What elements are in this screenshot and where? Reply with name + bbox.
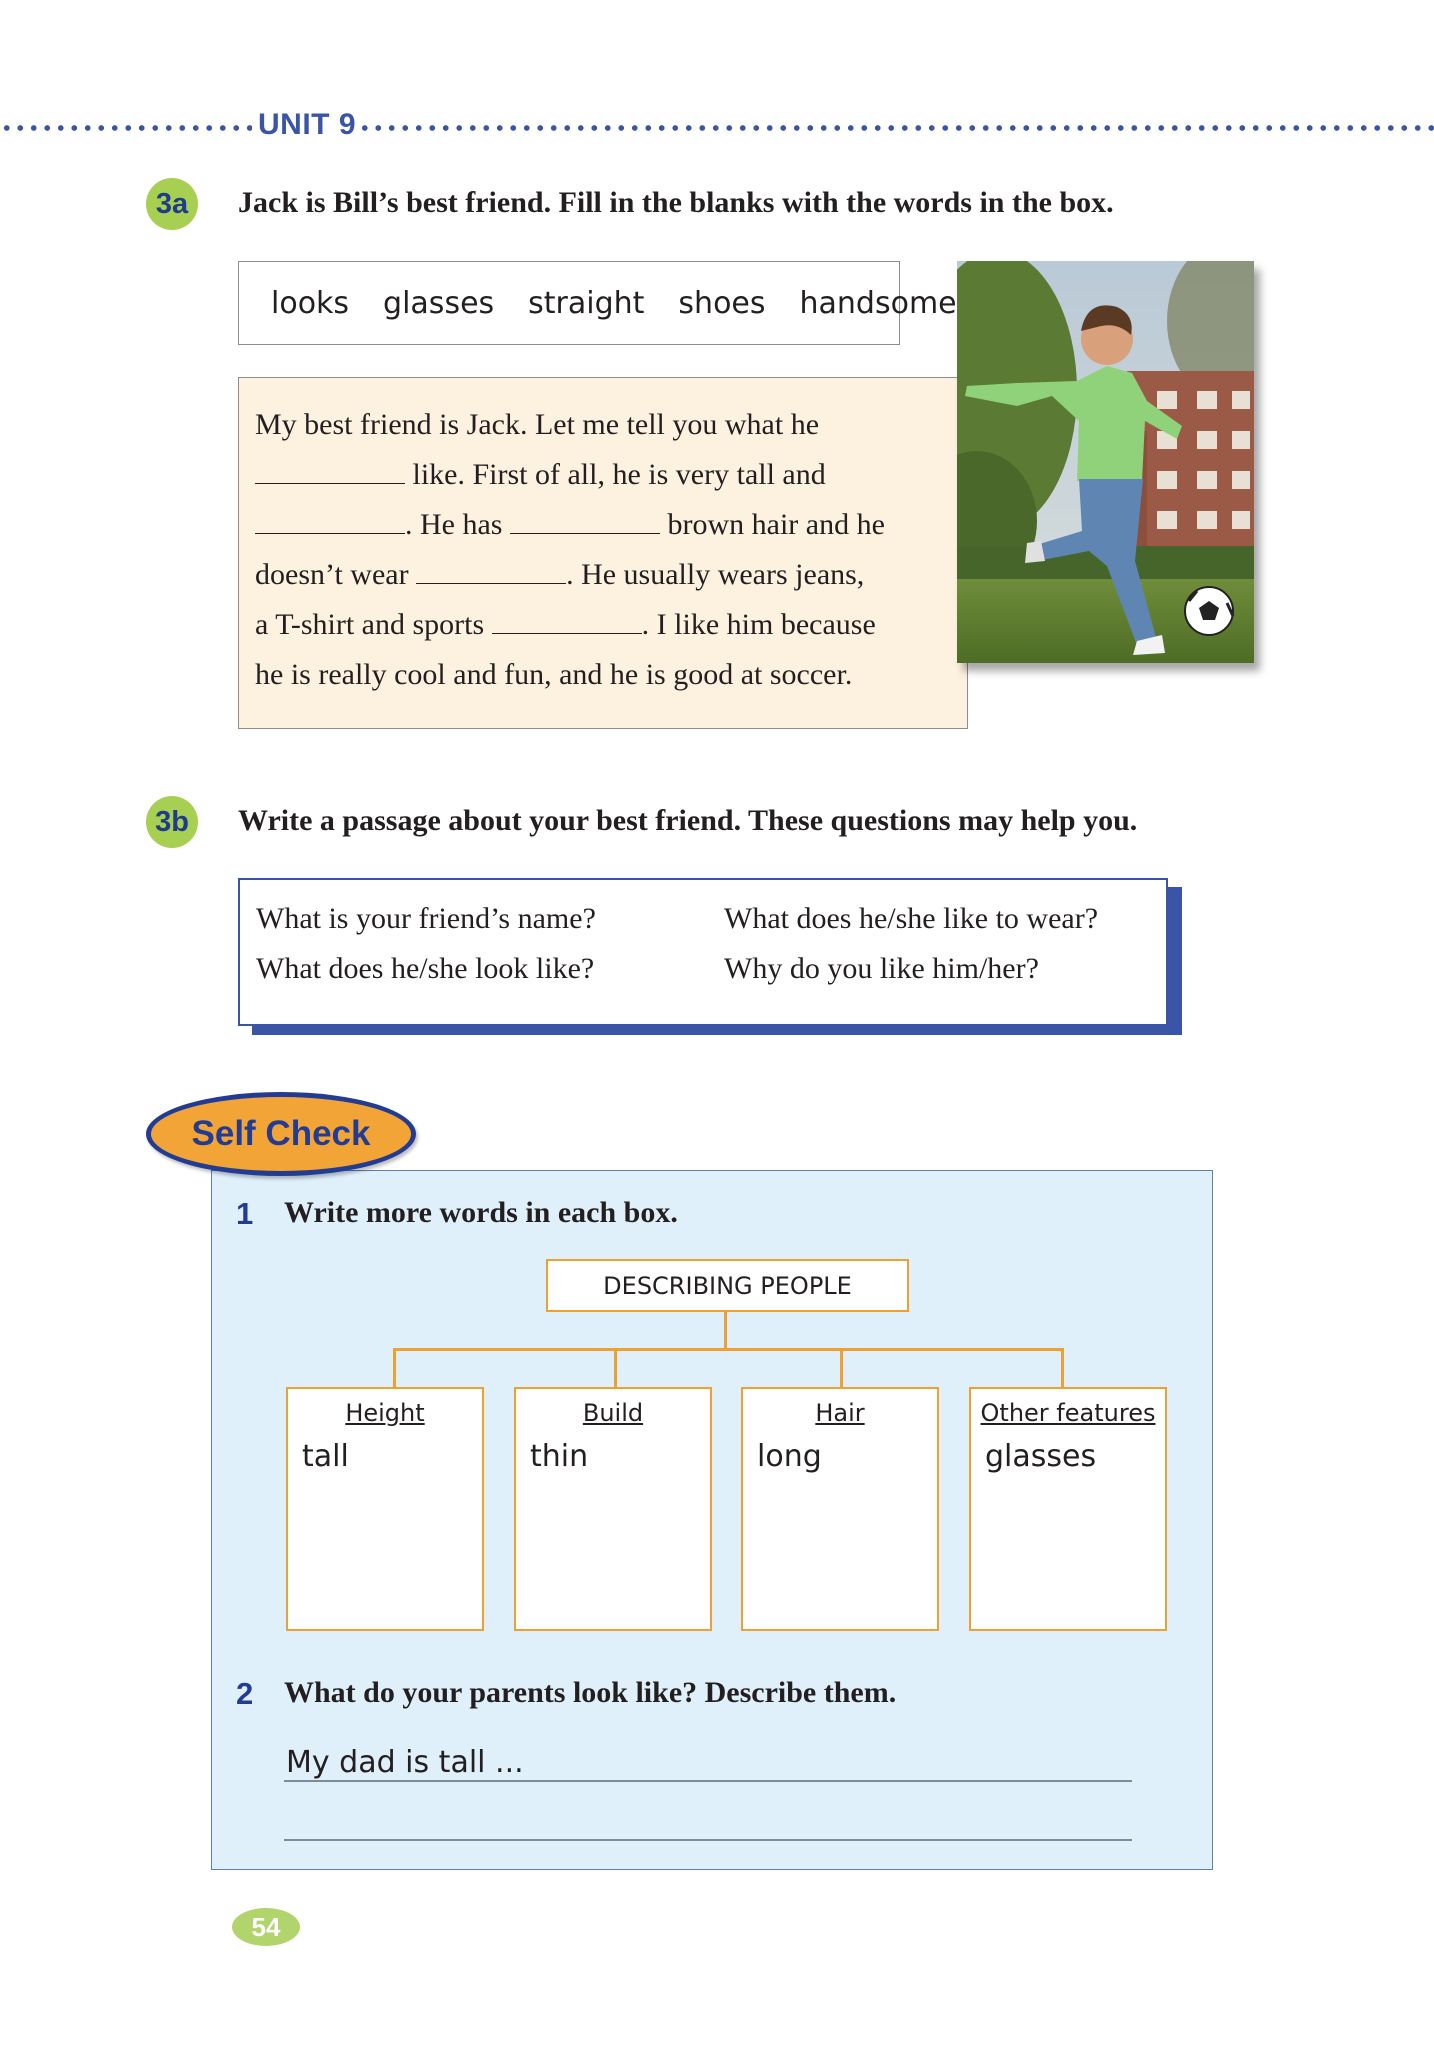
question: Why do you like him/her?: [724, 952, 1039, 985]
passage-line: he is really cool and fun, and he is good at soccer.: [255, 658, 853, 691]
connector-line: [840, 1348, 843, 1387]
item-1-instruction: Write more words in each box.: [284, 1196, 678, 1229]
word-box-item: shoes: [678, 285, 766, 321]
item-1-number: 1: [236, 1196, 254, 1231]
answer-text: My dad is tall ...: [286, 1745, 524, 1780]
connector-line: [1061, 1348, 1064, 1387]
word-box-item: handsome: [799, 285, 957, 321]
category-box-build[interactable]: [514, 1387, 712, 1631]
connector-line: [393, 1348, 1063, 1351]
question: What does he/she like to wear?: [724, 902, 1099, 935]
passage-line: a T-shirt and sports . I like him because: [255, 608, 876, 641]
passage-line: like. First of all, he is very tall and: [255, 458, 826, 492]
item-2-instruction: What do your parents look like? Describe them.: [284, 1676, 897, 1709]
answer-line[interactable]: [284, 1839, 1132, 1841]
word-box: [238, 261, 957, 345]
category-word: thin: [530, 1439, 589, 1474]
category-word: glasses: [985, 1439, 1097, 1474]
question: What does he/she look like?: [256, 952, 595, 985]
page-number: 54: [232, 1908, 300, 1946]
category-heading: Build: [582, 1399, 644, 1427]
section-3a-badge: 3a: [146, 178, 198, 230]
connector-line: [724, 1312, 727, 1350]
passage-line: . He has brown hair and he: [255, 508, 885, 542]
category-word: long: [757, 1439, 822, 1474]
fill-blank[interactable]: [492, 609, 642, 634]
category-box-hair[interactable]: [741, 1387, 939, 1631]
unit-dotted-rule-left: [0, 124, 252, 132]
category-word: tall: [302, 1439, 349, 1474]
section-3a-instruction: Jack is Bill’s best friend. Fill in the blanks with the words in the box.: [238, 186, 1114, 219]
passage-line: doesn’t wear . He usually wears jeans,: [255, 558, 865, 591]
boy-playing-soccer-photo: [957, 261, 1254, 663]
passage-box: [238, 377, 968, 729]
category-heading: Other features: [980, 1399, 1156, 1427]
word-box-item: glasses: [383, 285, 495, 321]
category-heading: Hair: [815, 1399, 865, 1427]
connector-line: [393, 1348, 396, 1387]
connector-line: [614, 1348, 617, 1387]
self-check-title: Self Check: [146, 1092, 416, 1176]
unit-label: UNIT 9: [258, 108, 357, 141]
category-box-other-features[interactable]: [969, 1387, 1167, 1631]
question: What is your friend’s name?: [256, 902, 596, 935]
fill-blank[interactable]: [255, 509, 405, 534]
section-3b-instruction: Write a passage about your best friend. These questions may help you.: [238, 804, 1138, 837]
word-box-item: straight: [528, 285, 645, 321]
unit-dotted-rule-right: [358, 124, 1434, 132]
describing-people-box: DESCRIBING PEOPLE: [546, 1259, 909, 1312]
fill-blank[interactable]: [416, 559, 566, 584]
category-box-height[interactable]: [286, 1387, 484, 1631]
fill-blank[interactable]: [510, 509, 660, 534]
item-2-number: 2: [236, 1676, 254, 1711]
questions-box: [238, 878, 1168, 1026]
fill-blank[interactable]: [255, 459, 405, 484]
category-heading: Height: [345, 1399, 425, 1427]
section-3b-badge: 3b: [146, 796, 198, 848]
answer-line[interactable]: [284, 1780, 1132, 1782]
word-box-item: looks: [271, 285, 350, 321]
passage-line: My best friend is Jack. Let me tell you what he: [255, 408, 820, 441]
